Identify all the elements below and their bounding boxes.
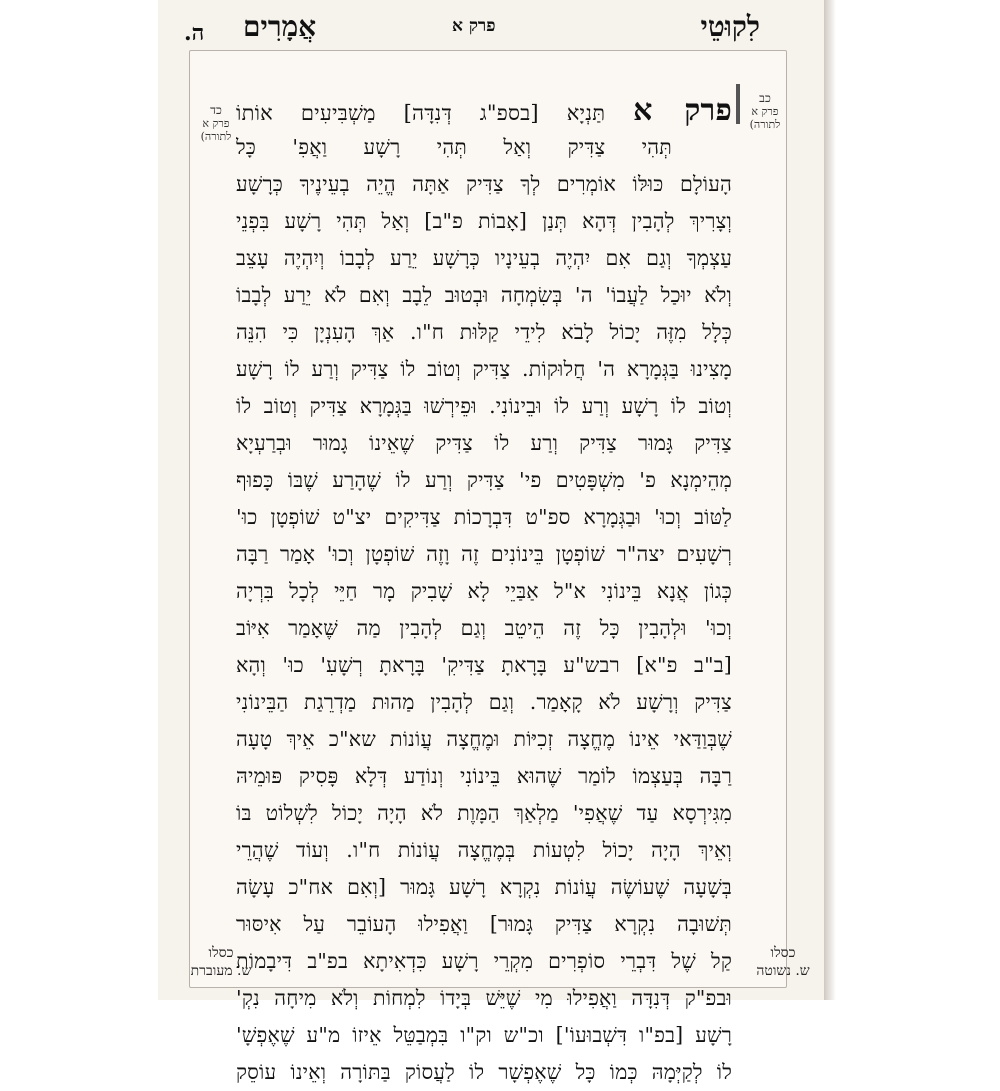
side-note-marker [736, 84, 740, 124]
footer-left-year: ש. מעוברת [190, 963, 252, 979]
body-line: וְכוּ' וּלְהָבִין כָּל זֶה הֵיטֵב וְגַם לְהָבִין מַה שֶּׁאָמַר אִיּוֹב [236, 616, 732, 640]
body-line: עַצְמְךָ וְגַם אִם יִהְיֶה בְעֵינָיו כְּרָשָׁע יֵרַע לְבָבוֹ וְיִהְיֶה עָצֵב [236, 246, 732, 270]
footer-right-year: ש. נשוטה [756, 963, 810, 979]
header-book-title-left: אֲמָרִים [243, 10, 317, 43]
side-note-left-day: כד [210, 103, 222, 117]
body-line: מְהֵימְנָא פ' מִשְׁפָּטִים פי' צַדִּיק וְרַע לוֹ שֶׁהָרַע שֶׁבּוֹ כָּפוּף [236, 468, 732, 492]
body-line: כְּלָל מִזֶּה יָכוֹל לָבֹא לִידֵי קַלּוּת ח"ו. אַךְ הָעִנְיָן כִּי הִנֵּה [236, 320, 732, 344]
header-book-title-right: לִקוּטֵי [700, 10, 760, 43]
body-line: תְּהִי צַדִּיק וְאַל תְּהִי רָשָׁע וַאֲפִ' כָּל [236, 135, 672, 159]
body-line: וּבפ"ק דְּנִדָּה וַאֲפִילוּ מִי שֶׁיֵּשׁ בְּיָדוֹ לִמְחוֹת וְלֹא מִיחָה נִקְ' [236, 986, 732, 1010]
side-note-right [738, 92, 792, 131]
footer-left-month: כסלו [208, 945, 234, 961]
side-note-right-day: כב [759, 91, 771, 105]
body-line: לוֹ לְקַיְּמָהּ כְּמוֹ כָּל שֶׁאֶפְשָׁר לוֹ לַעֲסוֹק בַּתּוֹרָה וְאֵינוֹ עוֹסֵק [236, 1060, 732, 1084]
side-note-left-cycle: לתורה) [200, 130, 232, 143]
page-number: ה. [184, 20, 205, 46]
body-line: צַדִּיק גָּמוּר צַדִּיק וְרַע לוֹ צַדִּיק שֶׁאֵינוֹ גָמוּר וּבְרַעְיָא [236, 431, 732, 455]
body-line: וְצָרִיךְ לְהָבִין דְּהָא תְּנַן [אָבוֹת פ"ב] וְאַל תְּהִי רָשָׁע בִּפְנֵי [236, 209, 732, 233]
body-line: כְּגוֹן אֲנָא בֵּינוֹנִי א"ל אַבַּיֵי לָא שָׁבִיק מָר חַיֵּי לְכָל בִּרְיָה [236, 579, 732, 603]
body-line: הָעוֹלָם כּוּלּוֹ אוֹמְרִים לְךָ צַדִּיק אַתָּה הֱיֵה בְעֵינֶיךָ כְּרָשָׁע [236, 172, 732, 196]
footer-right-month: כסלו [770, 945, 796, 961]
body-line: רַבָּה בְּעַצְמוֹ לוֹמַר שֶׁהוּא בֵּינוֹנִי וְנוֹדַע דְּלָא פָּסִיק פּוּמֵיהּ [236, 764, 732, 788]
body-line: [ב"ב פ"א] רבש"ע בָּרָאתָ צַדִּיקִ' בָּרָאתָ רְשָׁעִ' כוּ' וְהָא [236, 653, 732, 677]
body-line: רָשָׁע [בפ"ו דִּשְׁבוּעוֹ'] וכ"ש וק"ו בִּמְבַטֵּל אֵיזוֹ מ"ע שֶׁאֶפְשָׁ' [236, 1023, 732, 1047]
page-edge [824, 0, 836, 1000]
body-line: קַל שֶׁל דִּבְרֵי סוֹפְרִים מִקְרֵי רָשָׁע כִּדְאִיתָא בפ"ב דִּיבָמוֹת [236, 949, 732, 973]
body-line: מִגִּירְסָא עַד שֶׁאֲפִי' מַלְאַךְ הַמָּוֶת לֹא הָיָה יָכוֹל לִשְׁלוֹט בּוֹ [236, 801, 732, 825]
body-line: רְשָׁעִים יצה"ר שׁוֹפְטָן בֵּינוֹנִים זֶה וָזֶה שׁוֹפְטָן וְכוּ' אָמַר רַבָּה [236, 542, 732, 566]
side-note-right-cycle: לתורה) [749, 118, 781, 131]
body-line: לַטּוֹב וְכוּ' וּבַגְּמָרָא ספ"ט דִּבְרָכוֹת צַדִּיקִים יצ"ט שׁוֹפְטָן כוּ' [236, 505, 732, 529]
header-chapter: פרק א [452, 16, 496, 36]
footer-left [176, 944, 266, 980]
side-note-right-chapter: פרק א [751, 105, 779, 118]
body-line: מָצִינוּ בַּגְּמָרָא ה' חֲלוּקוֹת. צַדִּיק וְטוֹב לוֹ צַדִּיק וְרַע לוֹ רָשָׁע [236, 357, 732, 381]
body-text [236, 92, 732, 1091]
chapter-heading: פרק א [633, 93, 732, 128]
body-line: בְּשָׁעָה שֶׁעוֹשֶׂה עֲוֹנוֹת נִקְרָא רָשָׁע גָּמוּר [וְאִם אח"כ עָשָׂה [236, 875, 732, 899]
body-line: צַדִּיק וְרָשָׁע לֹא קָאָמַר. וְגַם לְהָבִין מַהוּת מַדְרֵגַת הַבֵּינוֹנִי [236, 690, 732, 714]
body-line: וְטוֹב לוֹ רָשָׁע וְרַע לוֹ וּבֵינוֹנִי. וּפֵירְשׁוּ בַּגְּמָרָא צַדִּיק וְטוֹב לוֹ [236, 394, 732, 418]
footer-right [748, 944, 818, 980]
body-line: וְאֵיךְ הָיָה יָכוֹל לִטְעוֹת בְּמֶחֱצָה עֲוֹנוֹת ח"ו. וְעוֹד שֶׁהֲרֵי [236, 838, 732, 862]
running-header [158, 0, 830, 50]
body-line: וְלֹא יוּכַל לַעֲבוֹ' ה' בְּשִׂמְחָה וּבְטוּב לֵבָב וְאִם לֹא יֵרַע לְבָבוֹ [236, 283, 732, 307]
body-line: שֶׁבְּוַדַּאי אֵינוֹ מֶחֱצָה זְכִיּוֹת וּמֶחֱצָה עֲוֹנוֹת שא"כ אֵיךְ טָעָה [236, 727, 732, 751]
body-line: פרק א תַּנְיָא [בספ"ג דְּנִדָּה] מַשְׁבִּיעִים אוֹתוֹ [236, 93, 732, 128]
side-note-left-chapter: פרק א [202, 117, 230, 130]
body-line: תְּשׁוּבָה נִקְרָא צַדִּיק גָּמוּר] וַאֲפִילוּ הָעוֹבֵר עַל אִיסּוּר [236, 912, 732, 936]
